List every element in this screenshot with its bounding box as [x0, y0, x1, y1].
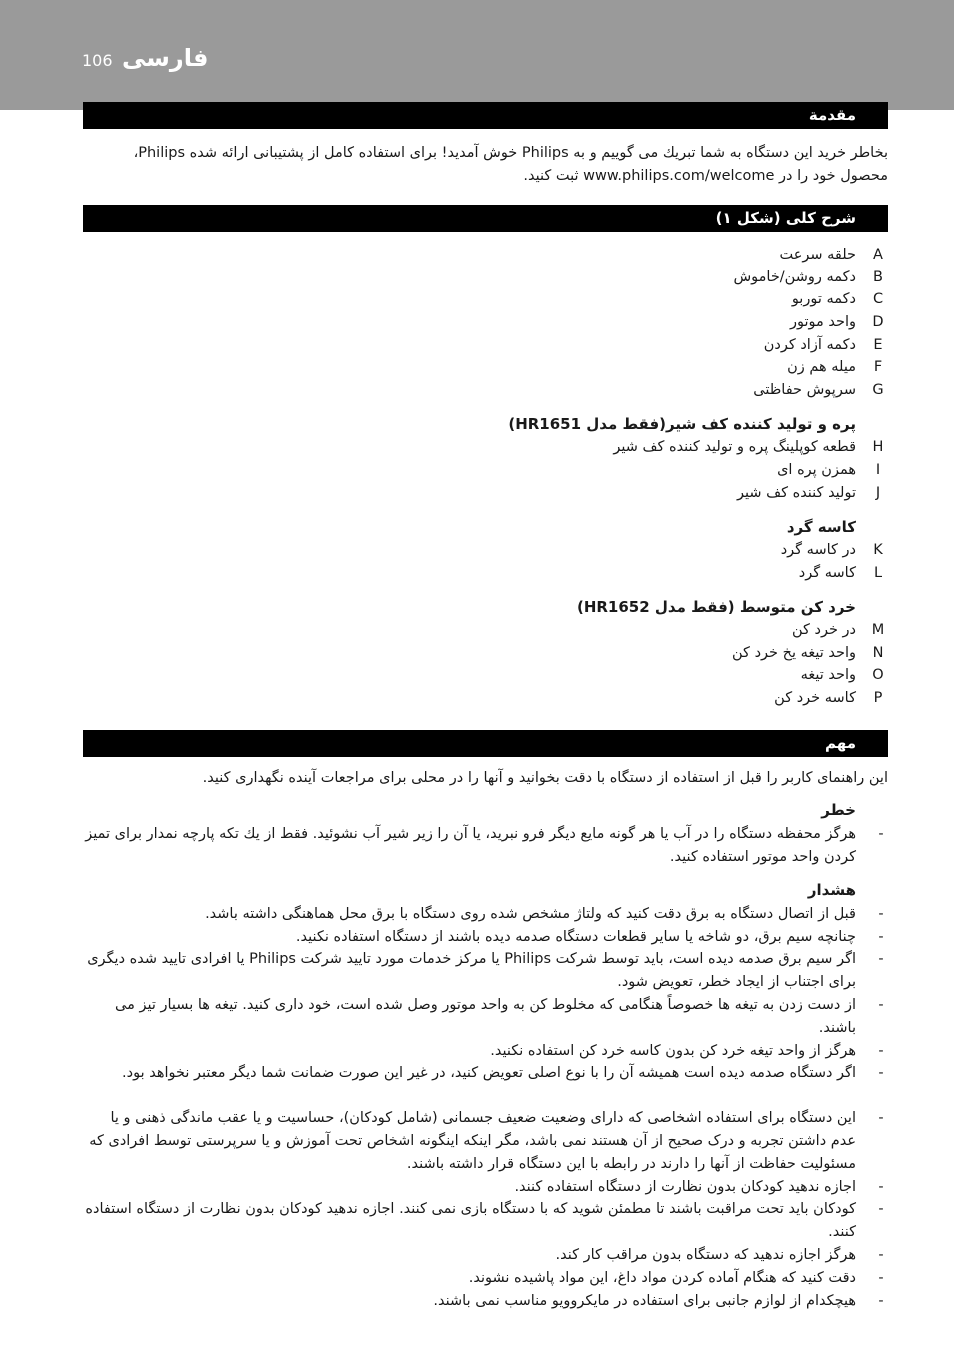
bullet-text: دقت کنید که هنگام آماده کردن مواد داغ، این مواد پاشیده نشوند.	[468, 1270, 856, 1286]
item-text: سرپوش حفاظتی	[753, 382, 856, 398]
bullet-text: این دستگاه برای استفاده اشخاصی که دارای وضعیت ضعیف جسمانی (شامل کودکان)، حساسیت و یا عقب ماندگی ذهنی و یا عدم داشتن تجربه و درک صحیح از آن هستند نمی باشد، مگر اینکه اینگونه اشخاص تحت آموزش و یا سرپرستی توسط افرادی که مسئولیت حفاظت از آنها را دارند در رابطه با این دستگاه قرار داشته باشند.	[89, 1110, 856, 1172]
item-letter: L	[873, 565, 883, 581]
subheading-chopper: خرد کن متوسط (فقط مدل HR1652)	[576, 598, 856, 616]
item-text: در خرد کن	[791, 622, 856, 638]
item-text: دکمه روشن/خاموش	[733, 269, 856, 285]
item-letter: K	[873, 542, 883, 558]
item-text: واحد تیغه یخ خرد کن	[732, 645, 856, 661]
item-text: حلقه سرعت	[779, 247, 856, 263]
item-letter: P	[873, 690, 883, 706]
bullet-text: کودکان باید تحت مراقبت باشند تا مطمئن شوید که با دستگاه بازی نمی کنند. اجازه ندهید کودکان بدون نظارت از دستگاه استفاده کنند.	[85, 1201, 856, 1240]
bullet-text: هرگز از واحد تیغه خرد کن بدون کاسه خرد کن استفاده نکنید.	[490, 1043, 856, 1059]
item-text: کاسه خرد کن	[774, 690, 856, 706]
bullet-text: قبل از اتصال دستگاه به برق دقت كنید كه ولتاژ مشخص شده روی دستگاه با برق محل هماهنگی داشته باشد.	[205, 906, 856, 922]
important-intro: این راهنمای کاربر را قبل از استفاده از دستگاه با دقت بخوانید و آنها را در محلی برای مراجعات آینده نگهداری کنید.	[202, 770, 888, 786]
section-bar-introduction: مقدمة	[83, 102, 888, 129]
list-item	[600, 266, 888, 289]
item-text: واحد تیغه	[800, 667, 856, 683]
bullet-text: از دست زدن به تیغه ها خصوصاً هنگامی که مخلوط کن به واحد موتور وصل شده است، خود داری کنید. تیغه ها بسیار تیز می باشند.	[114, 997, 856, 1036]
bullet-dash: -	[878, 1201, 884, 1217]
item-text: واحد موتور	[789, 314, 856, 330]
bullet-dash: -	[878, 1043, 884, 1059]
item-letter: H	[872, 439, 884, 455]
intro-paragraph: بخاطر خرید این دستگاه به شما تبریك می گوییم و به Philips خوش آمدید! برای استفاده كامل از پشتیبانی ارائه شده Philips، محصول خود را در www.philips.com/welcome ثبت كنید.	[133, 145, 888, 184]
item-letter: O	[872, 667, 884, 683]
bullet-text: هرگز محفظه دستگاه را در آب یا هر گونه مایع دیگر فرو نبرید، یا آن را زیر شیر آب نشوئید. فقط از یك تكه پارچه نمدار برای تمیز کردن واحد موتور استفاده كنید.	[85, 826, 856, 865]
bullet-dash: -	[878, 1293, 884, 1309]
item-letter: I	[875, 462, 881, 478]
item-letter: F	[873, 359, 883, 375]
bullet-dash: -	[878, 1179, 884, 1195]
item-letter: J	[875, 485, 881, 501]
list-item	[600, 664, 888, 687]
list-item	[600, 459, 888, 482]
subheading-warning: هشدار	[807, 881, 856, 899]
item-text: قطعه کوپلینگ پره و تولید کننده کف شیر	[613, 439, 856, 455]
header-bar	[0, 0, 954, 110]
item-letter: C	[872, 291, 884, 307]
page-number: 106	[82, 51, 113, 70]
section-bar-important: مهم	[83, 730, 888, 757]
bullet-text: اگر سیم برق صدمه دیده است، باید توسط شركت Philips یا مركز خدمات مورد تایید شرکت Philips یا افرادی تایید شده دیگری برای اجتناب از ایجاد خطر، تعویض شود.	[87, 951, 856, 990]
list-item	[600, 356, 888, 379]
bullet-text: هیچکدام از لوازم جانبی برای استفاده در مایکروویو مناسب نمی باشند.	[433, 1293, 856, 1309]
bullet-dash: -	[878, 826, 884, 842]
item-letter: B	[873, 269, 883, 285]
subheading-bowl: کاسه گرد	[786, 518, 856, 536]
item-letter: G	[872, 382, 884, 398]
item-text: تولید کننده کف شیر	[736, 485, 856, 501]
bullet-dash: -	[878, 1270, 884, 1286]
item-text: در کاسه گرد	[780, 542, 856, 558]
list-item	[600, 311, 888, 334]
list-item	[600, 379, 888, 402]
bullet-dash: -	[878, 997, 884, 1013]
bullet-text: اجازه ندهید کودکان بدون نظارت از دستگاه استفاده کنند.	[514, 1179, 856, 1195]
item-letter: M	[871, 622, 885, 638]
bullet-text: اگر دستگاه صدمه دیده است همیشه آن را با نوع اصلی تعویض کنید، در غیر این صورت ضمانت شما دیگر معتبر نخواهد بود.	[122, 1065, 856, 1081]
list-item	[600, 562, 888, 585]
subheading-danger: خطر	[821, 801, 856, 819]
bullet-dash: -	[878, 1110, 884, 1126]
item-text: میله هم زن	[787, 359, 856, 375]
bullet-text: چنانچه سیم برق، دو شاخه یا سایر قطعات دستگاه صدمه دیده باشند از دستگاه استفاده نکنید.	[295, 929, 856, 945]
item-letter: D	[872, 314, 884, 330]
list-item	[600, 436, 888, 459]
language-title: فارسی	[122, 44, 209, 72]
bullet-dash: -	[878, 929, 884, 945]
item-letter: N	[872, 645, 884, 661]
bullet-dash: -	[878, 1247, 884, 1263]
item-text: دکمه توربو	[791, 291, 856, 307]
item-letter: E	[873, 337, 883, 353]
bullet-dash: -	[878, 951, 884, 967]
list-item	[600, 539, 888, 562]
subheading-whisk: پره و تولید کننده کف شیر(فقط مدل HR1651)	[508, 415, 856, 433]
list-item	[600, 334, 888, 357]
list-item	[600, 482, 888, 505]
list-item	[600, 687, 888, 710]
item-text: کاسه گرد	[798, 565, 856, 581]
item-text: همزن پره ای	[777, 462, 856, 478]
bullet-dash: -	[878, 1065, 884, 1081]
section-bar-general-description: شرح کلی (شکل ۱)	[83, 205, 888, 232]
list-item	[600, 244, 888, 267]
item-text: دکمه آزاد کردن	[763, 337, 856, 353]
bullet-dash: -	[878, 906, 884, 922]
list-item	[600, 288, 888, 311]
bullet-text: هرگز اجازه ندهید که دستگاه بدون مراقب کار کند.	[555, 1247, 856, 1263]
list-item	[600, 642, 888, 665]
list-item	[600, 619, 888, 642]
item-letter: A	[873, 247, 883, 263]
